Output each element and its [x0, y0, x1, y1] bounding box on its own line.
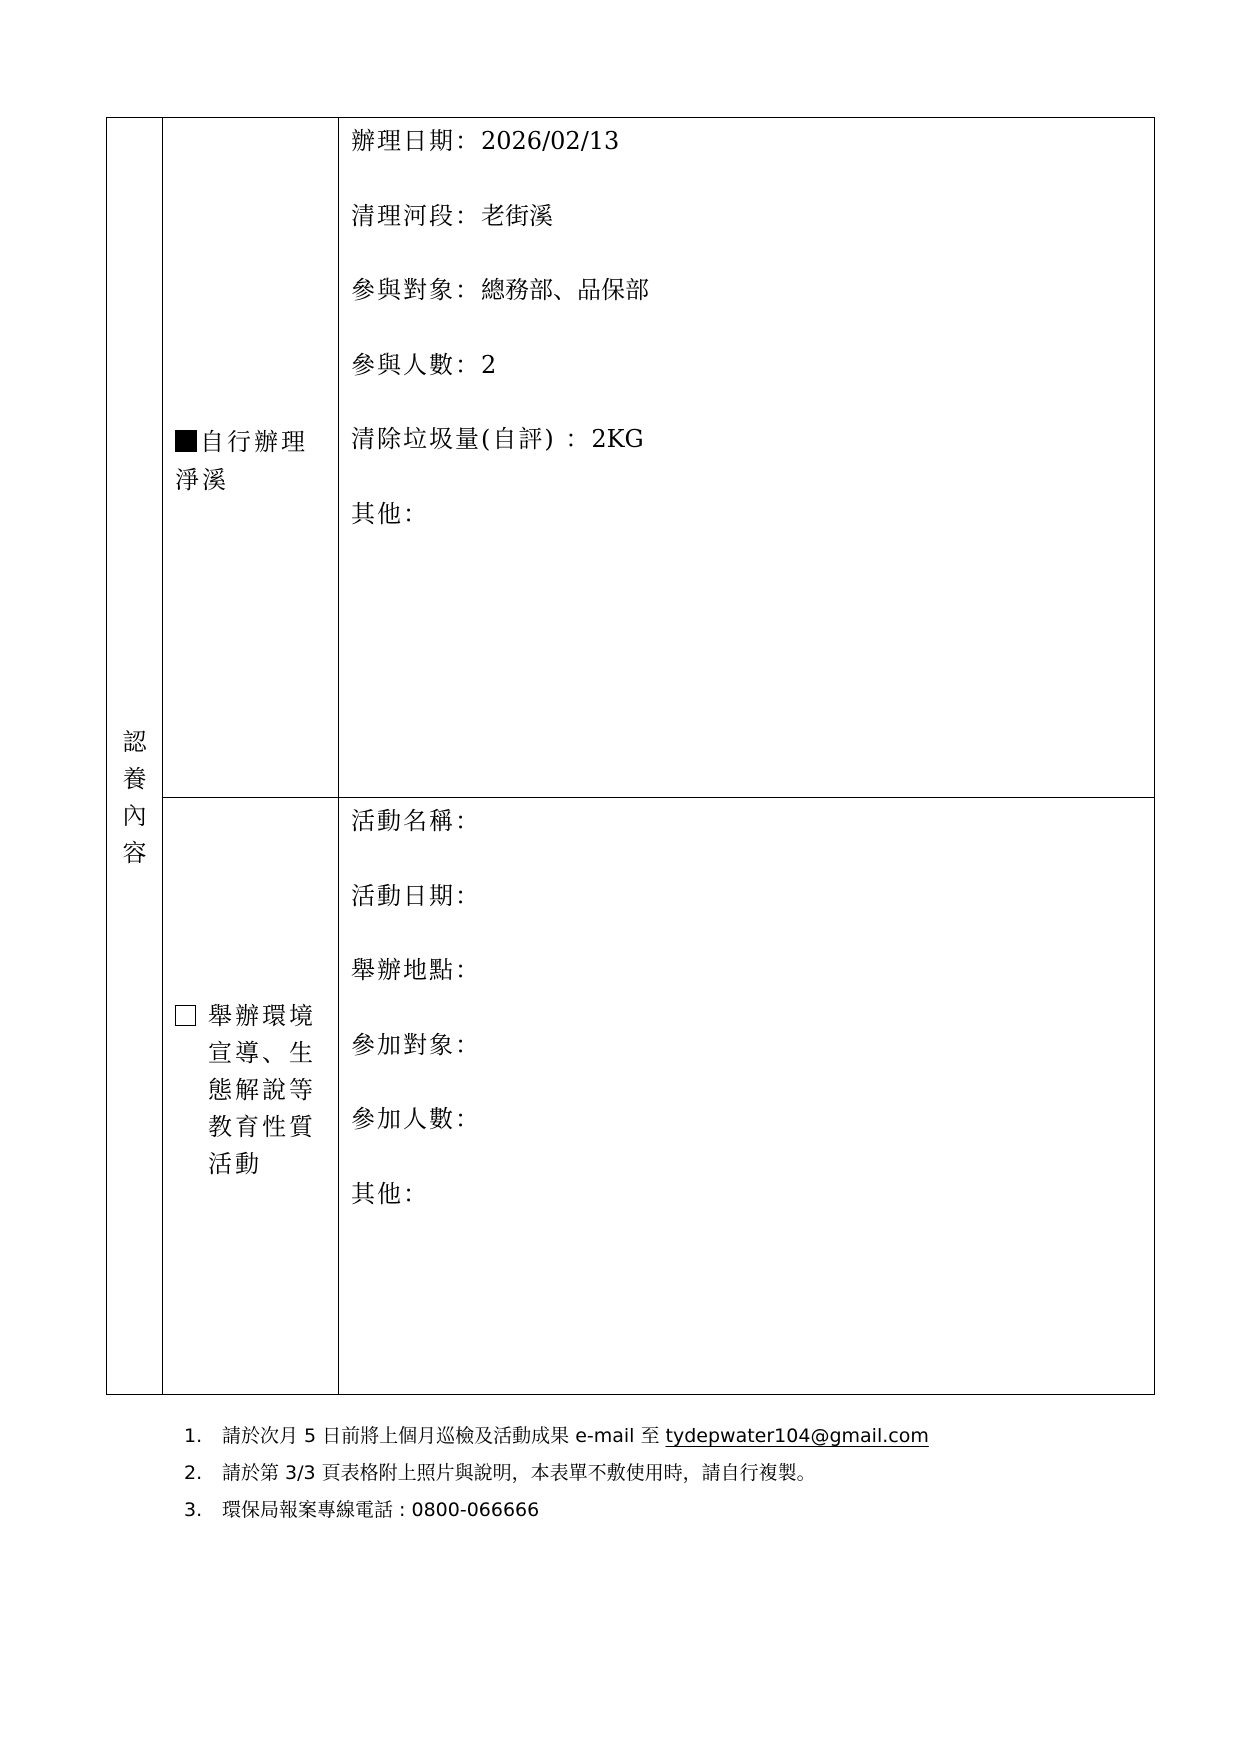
note-item: 2. 請於第 3/3 頁表格附上照片與說明，本表單不敷使用時，請自行複製。: [184, 1462, 816, 1484]
field-activity-date[interactable]: 活動日期：: [351, 881, 481, 910]
field-participant-count[interactable]: 參與人數：2: [351, 350, 497, 379]
option-edu-cell: [163, 798, 339, 1395]
email-link[interactable]: tydepwater104@gmail.com: [665, 1425, 929, 1447]
unchecked-checkbox[interactable]: [175, 1005, 196, 1026]
option-self-fields: [339, 118, 1155, 798]
option-edu[interactable]: [175, 998, 337, 1183]
field-attendee-count[interactable]: 參加人數：: [351, 1105, 481, 1133]
field-participants[interactable]: 參與對象：總務部、品保部: [351, 276, 649, 304]
adoption-form-table: [106, 117, 1155, 1395]
field-other[interactable]: 其他：: [351, 499, 429, 528]
option-self[interactable]: [175, 423, 333, 499]
field-date[interactable]: 辦理日期：2026/02/13: [351, 127, 620, 155]
field-garbage-amount[interactable]: 清除垃圾量(自評) ：2KG: [351, 425, 644, 453]
field-activity-name[interactable]: 活動名稱：: [351, 807, 481, 835]
field-edu-other[interactable]: 其他：: [351, 1179, 429, 1208]
option-edu-fields: [339, 798, 1155, 1395]
field-river-section[interactable]: 清理河段：老街溪: [351, 201, 553, 230]
field-location[interactable]: 舉辦地點：: [351, 956, 481, 984]
field-attendees[interactable]: 參加對象：: [351, 1030, 481, 1059]
note-item: 1. 請於次月 5 日前將上個月巡檢及活動成果 e-mail 至 tydepwater104@gmail.com: [184, 1425, 929, 1447]
note-item: 3. 環保局報案專線電話 : 0800-066666: [184, 1499, 540, 1521]
section-label-cell: [107, 118, 163, 1395]
option-self-label: 自行辦理淨溪: [175, 428, 308, 494]
section-label: 認 養 內 容: [122, 728, 147, 867]
option-edu-label: 舉辦環境宣導、生態解說等教育性質活動: [208, 1002, 316, 1178]
option-self-cell: [163, 118, 339, 798]
checked-checkbox[interactable]: [175, 430, 197, 452]
notes-list: [184, 1418, 929, 1529]
